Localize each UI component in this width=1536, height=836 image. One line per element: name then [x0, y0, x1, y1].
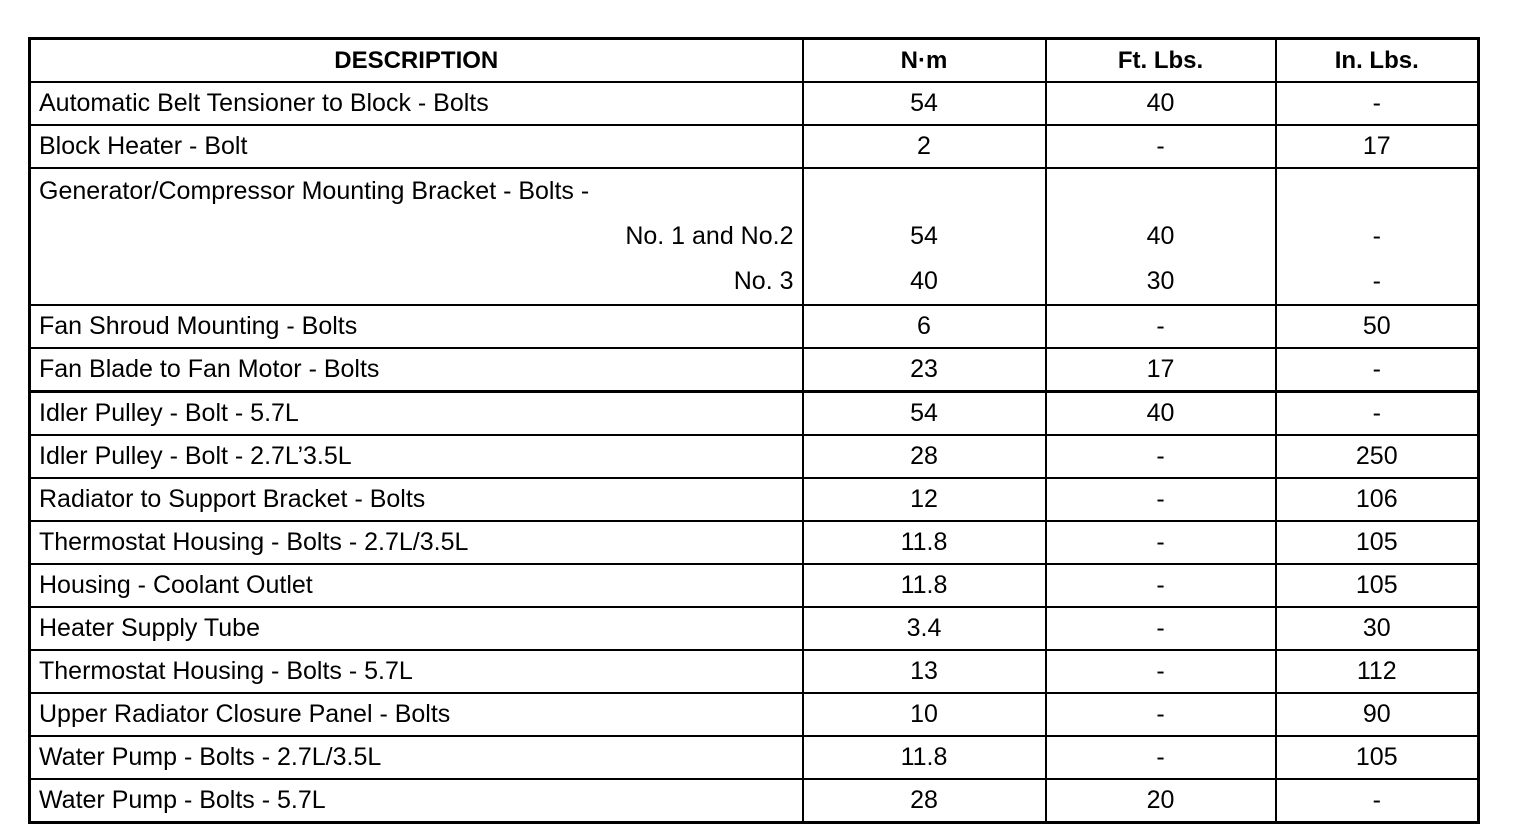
row-in-lbs: - — [1276, 392, 1479, 436]
row-in-lbs: - — [1276, 779, 1479, 823]
row-in-lbs: 105 — [1276, 564, 1479, 607]
bracket-sub-nm-2: 40 — [910, 267, 938, 295]
row-ft-lbs: - — [1046, 564, 1276, 607]
header-row — [30, 39, 1479, 83]
row-description: Water Pump - Bolts - 5.7L — [30, 779, 803, 823]
row-nm: 28 — [803, 779, 1046, 823]
row-description: Fan Blade to Fan Motor - Bolts — [30, 348, 803, 392]
row-in-lbs: 105 — [1276, 521, 1479, 564]
table-row — [30, 650, 1479, 693]
row-ft-lbs: - — [1046, 607, 1276, 650]
row-ft-lbs: 40 — [1046, 392, 1276, 436]
bracket-sub-label-2: No. 3 — [733, 267, 794, 295]
table-row — [30, 607, 1479, 650]
row-nm: 10 — [803, 693, 1046, 736]
row-nm: 13 — [803, 650, 1046, 693]
row-nm: 28 — [803, 435, 1046, 478]
row-ft-lbs: - — [1046, 650, 1276, 693]
row-in-lbs: 105 — [1276, 736, 1479, 779]
row-in-lbs: 17 — [1276, 125, 1479, 168]
row-nm: 11.8 — [803, 736, 1046, 779]
row-in-lbs: 50 — [1276, 305, 1479, 348]
row-description: Thermostat Housing - Bolts - 5.7L — [30, 650, 803, 693]
row-ft-lbs: - — [1046, 736, 1276, 779]
row-in-lbs: 112 — [1276, 650, 1479, 693]
row-ft-lbs: - — [1046, 125, 1276, 168]
row-ft-lbs: 17 — [1046, 348, 1276, 392]
bracket-in-lbs-cell — [1276, 168, 1479, 305]
table-row — [30, 736, 1479, 779]
bracket-ft-lbs-cell — [1046, 168, 1276, 305]
row-nm: 11.8 — [803, 521, 1046, 564]
row-ft-lbs: - — [1046, 478, 1276, 521]
bracket-sub-ft-2: 30 — [1146, 267, 1175, 295]
table-row — [30, 521, 1479, 564]
bracket-description: Generator/Compressor Mounting Bracket - Bolts - — [39, 177, 590, 205]
table-row — [30, 348, 1479, 392]
header-description: DESCRIPTION — [30, 39, 803, 83]
bracket-description-cell — [30, 168, 803, 305]
row-in-lbs: - — [1276, 348, 1479, 392]
table-row — [30, 478, 1479, 521]
row-description: Radiator to Support Bracket - Bolts — [30, 478, 803, 521]
row-ft-lbs: 20 — [1046, 779, 1276, 823]
table-row — [30, 392, 1479, 436]
header-ft-lbs: Ft. Lbs. — [1046, 39, 1276, 83]
row-in-lbs: 30 — [1276, 607, 1479, 650]
row-ft-lbs: - — [1046, 305, 1276, 348]
row-nm: 3.4 — [803, 607, 1046, 650]
row-description: Fan Shroud Mounting - Bolts — [30, 305, 803, 348]
row-description: Idler Pulley - Bolt - 2.7L’3.5L — [30, 435, 803, 478]
row-description: Housing - Coolant Outlet — [30, 564, 803, 607]
row-in-lbs: 106 — [1276, 478, 1479, 521]
bracket-sub-in-2: - — [1372, 267, 1381, 295]
table-row — [30, 125, 1479, 168]
bracket-sub-in-1: - — [1372, 222, 1381, 250]
row-nm: 54 — [803, 82, 1046, 125]
row-description: Block Heater - Bolt — [30, 125, 803, 168]
row-ft-lbs: - — [1046, 521, 1276, 564]
table-row — [30, 305, 1479, 348]
row-description: Heater Supply Tube — [30, 607, 803, 650]
row-description: Thermostat Housing - Bolts - 2.7L/3.5L — [30, 521, 803, 564]
row-description: Upper Radiator Closure Panel - Bolts — [30, 693, 803, 736]
row-in-lbs: 90 — [1276, 693, 1479, 736]
table-row — [30, 693, 1479, 736]
row-nm: 2 — [803, 125, 1046, 168]
table-row-bracket — [30, 168, 1479, 305]
table-row — [30, 779, 1479, 823]
row-ft-lbs: 40 — [1046, 82, 1276, 125]
row-ft-lbs: - — [1046, 435, 1276, 478]
table-row — [30, 82, 1479, 125]
header-in-lbs: In. Lbs. — [1276, 39, 1479, 83]
row-ft-lbs: - — [1046, 693, 1276, 736]
bracket-nm-cell — [803, 168, 1046, 305]
table-row — [30, 564, 1479, 607]
torque-specifications-table — [28, 37, 1480, 824]
header-nm: N·m — [803, 39, 1046, 83]
row-nm: 11.8 — [803, 564, 1046, 607]
row-description: Water Pump - Bolts - 2.7L/3.5L — [30, 736, 803, 779]
row-nm: 23 — [803, 348, 1046, 392]
table-row — [30, 435, 1479, 478]
row-nm: 12 — [803, 478, 1046, 521]
bracket-sub-ft-1: 40 — [1146, 222, 1175, 250]
bracket-sub-label-1: No. 1 and No.2 — [625, 222, 794, 250]
row-nm: 6 — [803, 305, 1046, 348]
row-description: Automatic Belt Tensioner to Block - Bolts — [30, 82, 803, 125]
row-in-lbs: - — [1276, 82, 1479, 125]
row-in-lbs: 250 — [1276, 435, 1479, 478]
bracket-sub-nm-1: 54 — [910, 222, 938, 250]
row-description: Idler Pulley - Bolt - 5.7L — [30, 392, 803, 436]
row-nm: 54 — [803, 392, 1046, 436]
